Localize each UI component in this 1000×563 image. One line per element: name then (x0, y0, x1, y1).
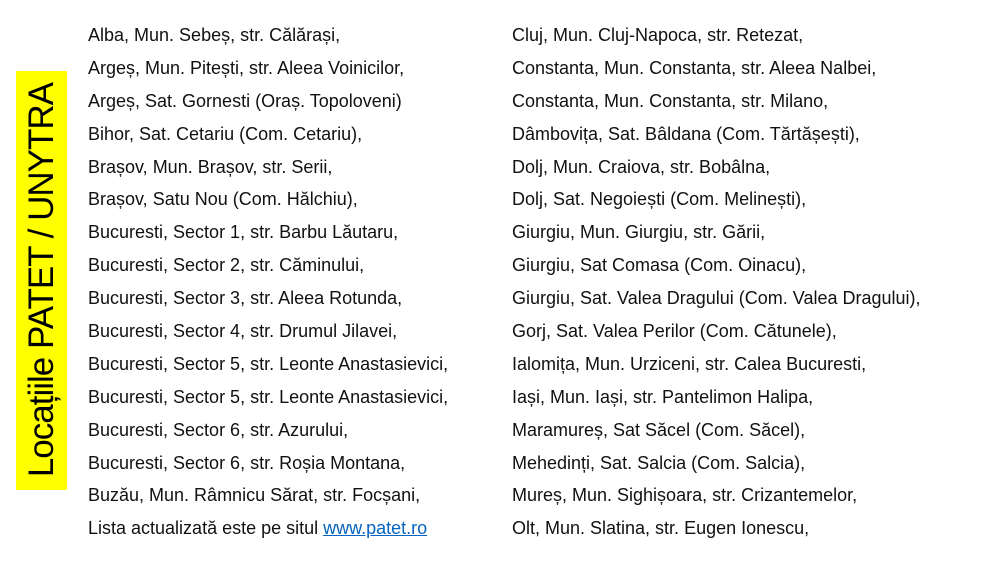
location-line: Bucuresti, Sector 2, str. Căminului, (88, 255, 365, 276)
location-line: Bucuresti, Sector 4, str. Drumul Jilavei, (88, 320, 398, 341)
location-line: Dolj, Sat. Negoiești (Com. Melinești), (512, 189, 807, 210)
location-line: Bucuresti, Sector 6, str. Azurului, (88, 419, 349, 440)
location-line: Alba, Mun. Sebeș, str. Călărași, (88, 24, 341, 45)
location-line: Dolj, Mun. Craiova, str. Bobâlna, (512, 156, 771, 177)
location-line: Argeș, Sat. Gornesti (Oraș. Topoloveni) (88, 90, 402, 111)
location-line: Mehedinți, Sat. Salcia (Com. Salcia), (512, 452, 806, 473)
location-line: Bihor, Sat. Cetariu (Com. Cetariu), (88, 123, 363, 144)
left-location-list (88, 19, 512, 512)
location-line: Giurgiu, Sat. Valea Dragului (Com. Valea Dragului), (512, 288, 921, 309)
location-line: Bucuresti, Sector 5, str. Leonte Anastasievici, (88, 386, 449, 407)
location-line: Buzău, Mun. Râmnicu Sărat, str. Focșani, (88, 485, 421, 506)
location-line: Iași, Mun. Iași, str. Pantelimon Halipa, (512, 386, 814, 407)
note-line (88, 512, 512, 545)
location-line: Giurgiu, Sat Comasa (Com. Oinacu), (512, 255, 807, 276)
note-text: Lista actualizată este pe situl (88, 518, 319, 539)
right-location-list (512, 19, 1000, 545)
location-line: Ialomița, Mun. Urziceni, str. Calea Bucuresti, (512, 353, 867, 374)
location-line: Bucuresti, Sector 5, str. Leonte Anastasievici, (88, 353, 449, 374)
location-line: Argeș, Mun. Pitești, str. Aleea Voinicilor, (88, 57, 405, 78)
location-line: Bucuresti, Sector 6, str. Roșia Montana, (88, 452, 406, 473)
location-line: Bucuresti, Sector 1, str. Barbu Lăutaru, (88, 222, 399, 243)
location-line: Brașov, Mun. Brașov, str. Serii, (88, 156, 333, 177)
title-bar (16, 71, 67, 490)
patet-website-link[interactable]: www.patet.ro (323, 518, 428, 539)
right-column (512, 19, 1000, 545)
location-line: Giurgiu, Mun. Giurgiu, str. Gării, (512, 222, 766, 243)
location-line: Constanta, Mun. Constanta, str. Milano, (512, 90, 829, 111)
location-line: Cluj, Mun. Cluj-Napoca, str. Retezat, (512, 24, 804, 45)
location-line: Brașov, Satu Nou (Com. Hălchiu), (88, 189, 358, 210)
left-column (88, 19, 512, 545)
page-title: Locațiile PATET / UNYTRA (21, 83, 61, 478)
location-line: Bucuresti, Sector 3, str. Aleea Rotunda, (88, 288, 403, 309)
location-line: Constanta, Mun. Constanta, str. Aleea Nalbei, (512, 57, 877, 78)
location-line: Dâmbovița, Sat. Bâldana (Com. Tărtășești), (512, 123, 860, 144)
location-line: Maramureș, Sat Săcel (Com. Săcel), (512, 419, 806, 440)
location-line: Olt, Mun. Slatina, str. Eugen Ionescu, (512, 518, 810, 539)
location-line: Mureș, Mun. Sighișoara, str. Crizantemelor, (512, 485, 858, 506)
location-line: Gorj, Sat. Valea Perilor (Com. Cătunele), (512, 320, 837, 341)
